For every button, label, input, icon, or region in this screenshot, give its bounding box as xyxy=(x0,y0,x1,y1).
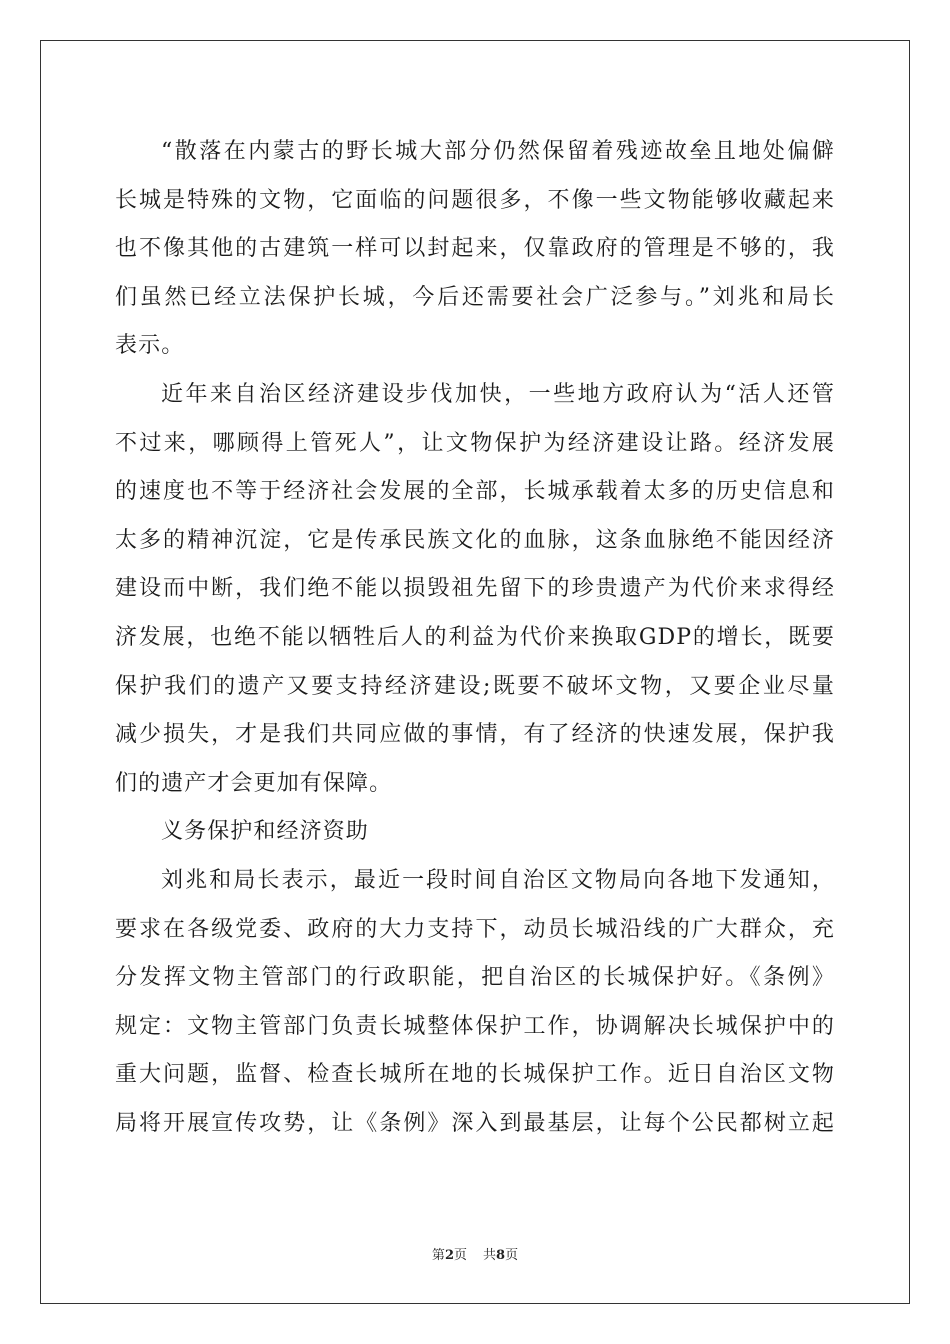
footer-total-pages: 8 xyxy=(496,1248,506,1263)
text-line: 近年来自治区经济建设步伐加快，一些地方政府认为“活人还管 xyxy=(161,381,835,407)
text-line: 刘兆和局长表示，最近一段时间自治区文物局向各地下发通知， xyxy=(161,867,835,893)
text-line: 减少损失，才是我们共同应做的事情，有了经济的快速发展，保护我 xyxy=(115,722,835,748)
text-line: “散落在内蒙古的野长城大部分仍然保留着残迹故垒且地处偏僻 xyxy=(161,139,835,164)
text-line: 分发挥文物主管部门的行政职能，把自治区的长城保护好。《条例》 xyxy=(115,965,835,991)
text-line: 不过来，哪顾得上管死人”，让文物保护为经济建设让路。经济发展 xyxy=(115,430,835,456)
text-line: 的速度也不等于经济社会发展的全部，长城承载着太多的历史信息和 xyxy=(115,479,835,505)
footer-page-suffix: 页 xyxy=(453,1248,467,1263)
footer-page-prefix: 第 xyxy=(431,1248,445,1263)
text-line: 保护我们的遗产又要支持经济建设;既要不破坏文物，又要企业尽量 xyxy=(115,673,835,699)
text-line: 济发展，也绝不能以牺牲后人的利益为代价来换取GDP的增长，既要 xyxy=(115,624,835,650)
text-line: 义务保护和经济资助 xyxy=(161,819,369,845)
text-line: 规定：文物主管部门负责长城整体保护工作，协调解决长城保护中的 xyxy=(115,1013,835,1039)
footer-total-suffix: 页 xyxy=(505,1248,519,1263)
page-footer xyxy=(0,1248,950,1264)
text-line: 局将开展宣传攻势，让《条例》深入到最基层，让每个公民都树立起 xyxy=(115,1110,835,1136)
text-line: 们的遗产才会更加有保障。 xyxy=(115,770,393,796)
text-line: 表示。 xyxy=(115,333,185,359)
footer-page-number: 2 xyxy=(444,1248,454,1263)
document-body xyxy=(115,128,835,1148)
text-line: 要求在各级党委、政府的大力支持下，动员长城沿线的广大群众，充 xyxy=(115,916,835,942)
footer-total-prefix: 共 xyxy=(483,1248,497,1263)
text-line: 长城是特殊的文物，它面临的问题很多，不像一些文物能够收藏起来 xyxy=(115,187,835,213)
text-line: 重大问题，监督、检查长城所在地的长城保护工作。近日自治区文物 xyxy=(115,1062,835,1088)
text-line: 们虽然已经立法保护长城，今后还需要社会广泛参与。”刘兆和局长 xyxy=(115,284,835,310)
text-line: 建设而中断，我们绝不能以损毁祖先留下的珍贵遗产为代价来求得经 xyxy=(115,576,835,602)
text-line: 也不像其他的古建筑一样可以封起来，仅靠政府的管理是不够的，我 xyxy=(115,236,835,262)
text-line: 太多的精神沉淀，它是传承民族文化的血脉，这条血脉绝不能因经济 xyxy=(115,527,835,553)
